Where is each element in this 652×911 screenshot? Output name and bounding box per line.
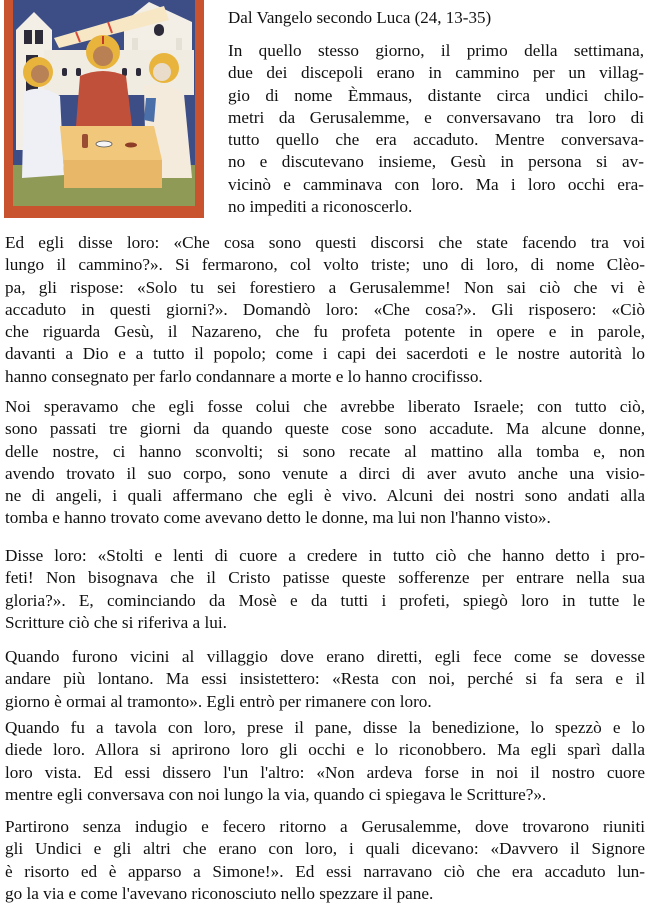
text-line: Partirono senza indugio e fecero ritorno a Gerusalemme, dove trovarono riuniti <box>5 817 645 836</box>
text-line: feti! Non bisognava che il Cristo patisse queste sofferenze per entrare nella sua <box>5 568 645 588</box>
paragraph-3 <box>5 396 645 530</box>
gospel-reference: Dal Vangelo secondo Luca (24, 13-35) <box>228 8 492 27</box>
text-line: mentre egli conversava con noi lungo la via, quando ci spiegava le Scritture?». <box>5 784 547 804</box>
text-line: delle nostre, ci hanno sconvolti; si sono recate al mattino alla tomba e, non <box>5 441 645 461</box>
text-line: Quando furono vicini al villaggio dove erano diretti, egli fece come se dovesse <box>5 647 645 666</box>
christ-robe <box>76 71 132 126</box>
text-line: vicinò e camminava con loro. Ma i loro occhi era- <box>228 174 644 194</box>
text-line: no e discutevano insieme, Gesù in persona si av- <box>228 152 644 172</box>
text-line: ne di angeli, i quali affermano che egli è vivo. Alcuni dei nostri sono andati alla <box>5 486 645 506</box>
text-line: Noi speravamo che egli fosse colui che avrebbe liberato Israele; con tutto ciò, <box>5 397 645 416</box>
text-line: Disse loro: «Stolti e lenti di cuore a credere in tutto ciò che hanno detto i pro- <box>5 546 645 565</box>
icon-illustration <box>4 0 204 218</box>
text-line: gloria?». E, cominciando da Mosè e da tutti i profeti, spiegò loro in tutte le <box>5 590 645 610</box>
text-line: andare più lontano. Ma essi insistettero: «Resta con noi, perché si fa sera e il <box>5 669 645 689</box>
paragraph-4 <box>5 545 645 634</box>
paragraph-2 <box>5 232 645 388</box>
text-line: è risorto ed è apparso a Simone!». Ed essi narravano ciò che era accaduto lun- <box>5 861 645 881</box>
text-line: davanti a Dio e a tutto il popolo; come i capi dei sacerdoti e le nostre autorità lo <box>5 344 645 364</box>
text-line: avendo trovato il suo corpo, sono venute a dirci di aver avuto anche una visio- <box>5 463 645 483</box>
text-line: che riguarda Gesù, il Nazareno, che fu profeta potente in opere e in parole, <box>5 322 645 342</box>
text-line: due dei discepoli erano in cammino per un villag- <box>228 63 644 83</box>
text-line: giorno è ormai al tramonto». Egli entrò per rimanere con loro. <box>5 691 432 711</box>
text-line: diede loro. Allora si aprirono loro gli occhi e lo riconobbero. Ma egli sparì dalla <box>5 740 645 760</box>
text-line: sono passati tre giorni da quando queste cose sono accadute. Ma alcune donne, <box>5 419 645 439</box>
left-disciple-robe <box>22 89 64 178</box>
text-line: tomba e hanno trovato come avevano detto le donne, ma lui non l'hanno visto». <box>5 508 551 528</box>
text-line: In quello stesso giorno, il primo della settimana, <box>228 41 644 60</box>
paragraph-7 <box>5 816 645 905</box>
text-line: hanno consegnato per farlo condannare a morte e lo hanno crocifisso. <box>5 366 483 386</box>
paragraph-6 <box>5 717 645 806</box>
text-line: pa, gli rispose: «Solo tu sei forestiero a Gerusalemme! Non sai ciò che vi è <box>5 277 645 297</box>
text-line: accaduto in questi giorni?». Domandò loro: «Che cosa?». Gli risposero: «Ciò <box>5 299 645 319</box>
text-line: gio di nome Èmmaus, distante circa undici chilo- <box>228 85 644 105</box>
jug <box>82 134 88 148</box>
text-line: no impediti a riconoscerlo. <box>228 197 413 217</box>
plate <box>96 141 112 147</box>
emmaus-icon-image <box>4 0 204 218</box>
paragraph-intro <box>228 40 644 218</box>
text-line: go la via e come l'avevano riconosciuto nello spezzare il pane. <box>5 883 434 903</box>
text-line: gli Undici e gli altri che erano con loro, i quali dicevano: «Davvero il Signore <box>5 839 645 859</box>
cup <box>125 143 137 148</box>
text-line: Ed egli disse loro: «Che cosa sono questi discorsi che state facendo tra voi <box>5 233 645 252</box>
text-line: Quando fu a tavola con loro, prese il pane, disse la benedizione, lo spezzò e lo <box>5 718 645 737</box>
text-line: Scritture ciò che si riferiva a lui. <box>5 612 227 632</box>
text-line: lungo il cammino?». Si fermarono, col volto triste; uno di loro, di nome Clèo- <box>5 255 645 275</box>
paragraph-5 <box>5 646 645 713</box>
text-line: loro vista. Ed essi dissero l'un l'altro: «Non ardeva forse in noi il nostro cuore <box>5 762 645 782</box>
text-line: tutto quello che era accaduto. Mentre conversava- <box>228 130 644 150</box>
text-line: metri da Gerusalemme, e conversavano tra loro di <box>228 107 644 127</box>
